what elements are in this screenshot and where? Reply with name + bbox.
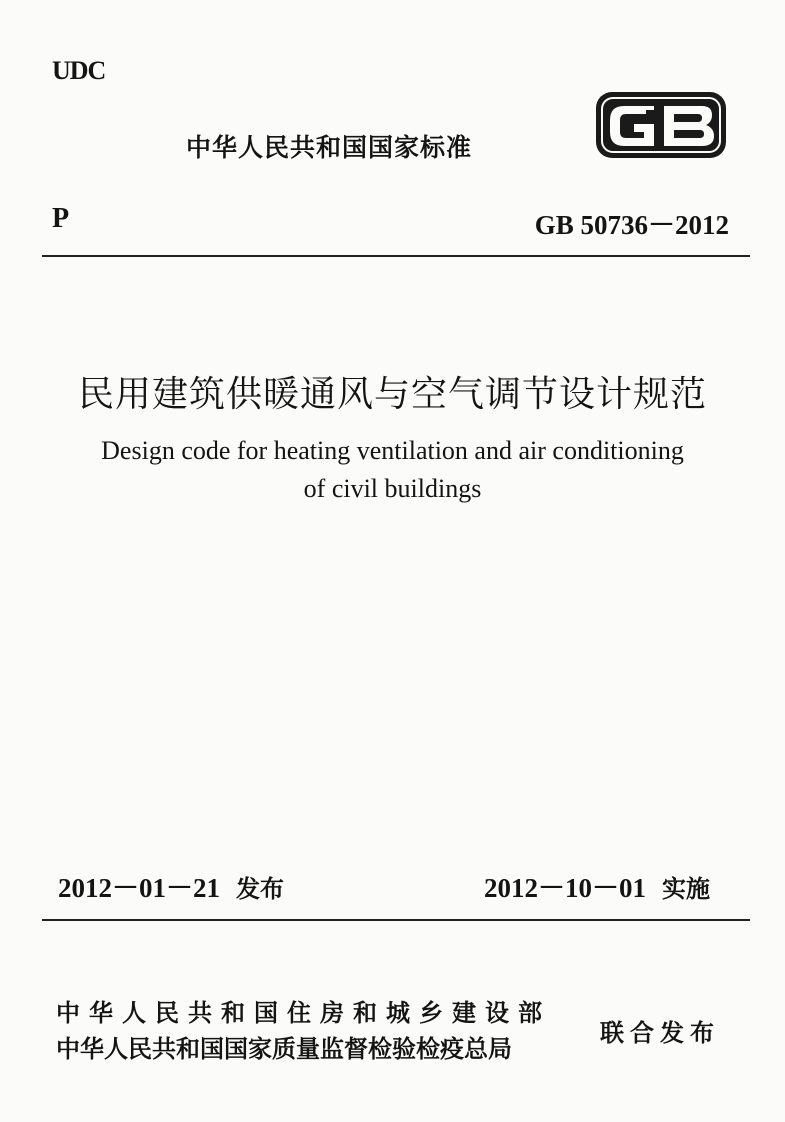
- implementation-date-block: [484, 866, 710, 905]
- title-english: [0, 432, 785, 508]
- joint-publish-label: 联合发布: [600, 1019, 720, 1047]
- standard-type: 中华人民共和国国家标准: [186, 133, 473, 162]
- title-english-line2: of civil buildings: [303, 474, 482, 503]
- udc-label: UDC: [52, 56, 106, 85]
- gb-logo: [594, 90, 728, 160]
- top-divider: [42, 255, 750, 257]
- publisher-block: [56, 995, 551, 1067]
- implementation-label: 实施: [662, 875, 710, 903]
- title-english-line1: Design code for heating ventilation and air conditioning: [101, 436, 684, 465]
- implementation-date: 2012－10－01: [484, 873, 646, 903]
- bottom-divider: [42, 919, 750, 921]
- title-chinese: 民用建筑供暖通风与空气调节设计规范: [77, 374, 707, 415]
- issue-date: 2012－01－21: [58, 873, 220, 903]
- category-code: P: [52, 203, 70, 234]
- issue-date-block: [58, 866, 284, 905]
- standard-number: GB 50736－2012: [534, 210, 729, 240]
- publisher-line2: 中华人民共和国国家质量监督检验检疫总局: [56, 1035, 512, 1063]
- publisher-line1: 中华人民共和国住房和城乡建设部: [56, 999, 551, 1027]
- issue-label: 发布: [236, 875, 284, 903]
